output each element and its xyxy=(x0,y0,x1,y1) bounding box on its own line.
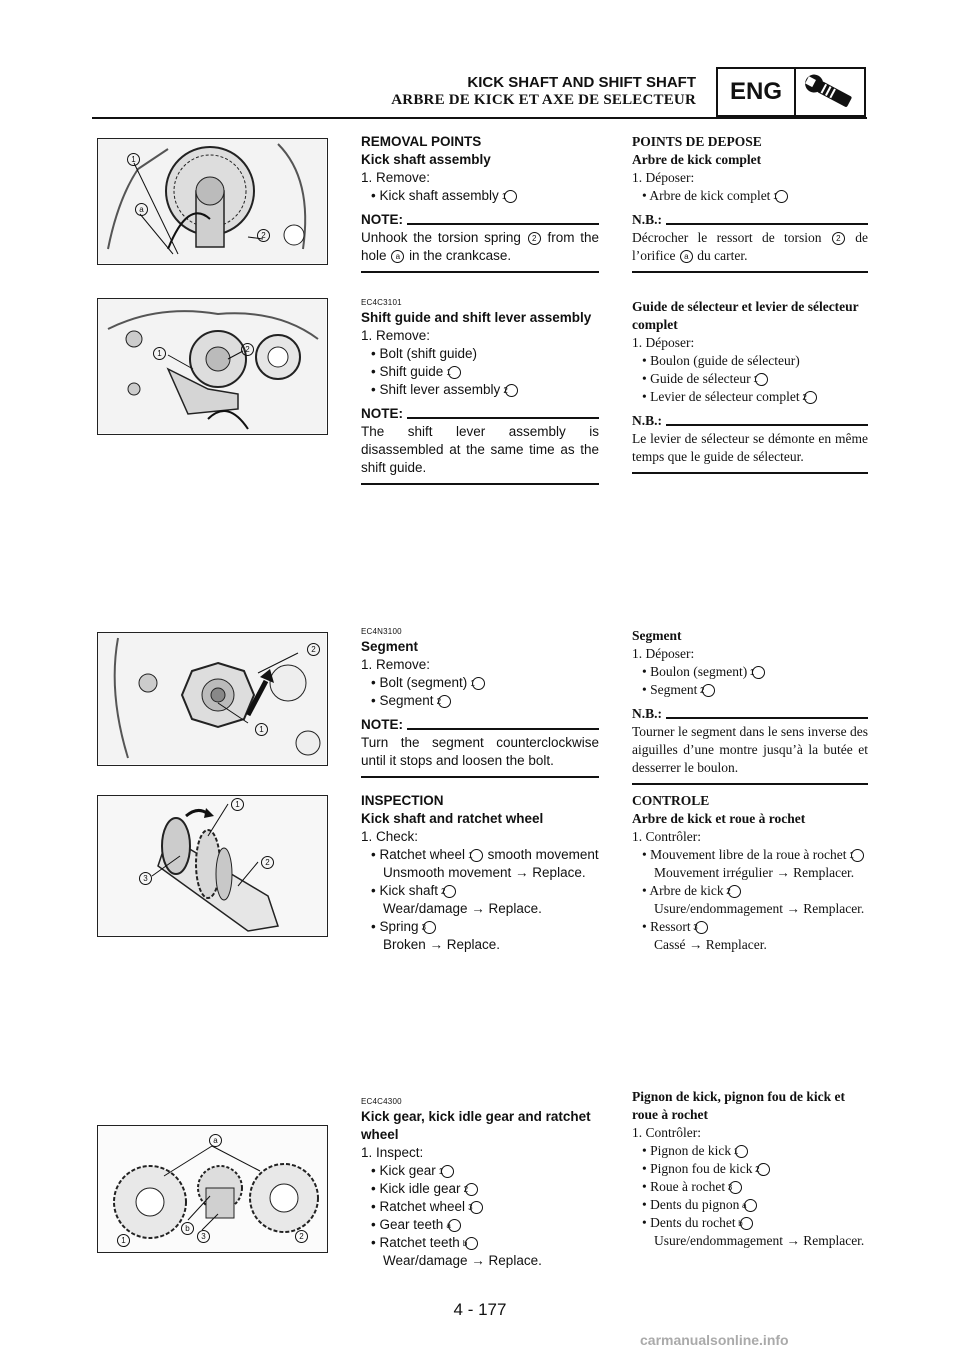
list-item: • Kick idle gear 2 xyxy=(361,1180,599,1198)
reference-code: EC4C4300 xyxy=(361,1097,402,1106)
callout-1: 1 xyxy=(231,798,244,811)
subsection-heading: Segment xyxy=(632,628,682,643)
step: 1. Déposer: xyxy=(632,170,695,185)
note-text: Unhook the torsion spring 2 from the hole a in the crankcase. xyxy=(361,230,599,263)
reference-code: EC4N3100 xyxy=(361,627,402,636)
callout-2: 2 xyxy=(295,1230,308,1243)
list-item: • Segment 2 xyxy=(632,681,868,699)
step: 1. Contrôler: xyxy=(632,829,701,844)
note-header: N.B.: xyxy=(632,412,868,430)
note-header: NOTE: xyxy=(361,716,599,734)
note-end-rule xyxy=(632,783,868,785)
section-removal-en xyxy=(361,133,599,273)
note-end-rule xyxy=(632,271,868,273)
list-item: • Roue à rochet 3 xyxy=(632,1178,868,1196)
list-item: • Dents du rochet b xyxy=(632,1214,868,1232)
list-item: • Ressort 3 xyxy=(632,918,868,936)
list-item: • Ratchet teeth b xyxy=(361,1234,599,1252)
list-item: • Ratchet wheel 1 smooth movement xyxy=(371,847,599,862)
list-item: • Shift guide 1 xyxy=(361,363,599,381)
reference-code: EC4C3101 xyxy=(361,298,402,307)
list-item: • Shift lever assembly 2 xyxy=(361,381,599,399)
callout-b: b xyxy=(181,1222,194,1235)
callout-3: 3 xyxy=(139,872,152,885)
section-removal-fr xyxy=(632,133,868,273)
callout-2: 2 xyxy=(241,343,254,356)
callout-1: 1 xyxy=(255,723,268,736)
subsection-heading: Guide de sélecteur et levier de sélecteur complet xyxy=(632,299,859,332)
list-item: • Mouvement libre de la roue à rochet 1 xyxy=(632,846,868,864)
note-header: N.B.: xyxy=(632,705,868,723)
section-inspection-fr xyxy=(632,792,868,954)
step: 1. Déposer: xyxy=(632,335,695,350)
subsection-heading: Arbre de kick complet xyxy=(632,152,762,167)
note-header: NOTE: xyxy=(361,405,599,423)
wrench-icon xyxy=(796,69,864,115)
note-text: Le levier de sélecteur se démonte en même temps que le guide de sélecteur. xyxy=(632,431,868,464)
section-kick-gears-en xyxy=(361,1097,599,1270)
list-item: • Kick shaft 2 xyxy=(361,882,599,900)
list-result: Cassé → Remplacer. xyxy=(654,937,767,952)
header-rule xyxy=(92,117,867,119)
step: 1. Remove: xyxy=(361,657,431,672)
section-badge xyxy=(716,67,866,117)
section-segment-fr xyxy=(632,627,868,785)
subsection-heading: Kick shaft assembly xyxy=(361,152,491,167)
list-item: • Spring 3 xyxy=(361,918,599,936)
note-text: Tourner le segment dans le sens inverse des aiguilles d’une montre jusqu’à la butée et desserrer le boulon. xyxy=(632,724,868,775)
figure-kick-shaft-inspection xyxy=(97,795,328,937)
subsection-heading: Shift guide and shift lever assembly xyxy=(361,310,592,325)
section-shift-guide-fr xyxy=(632,298,868,474)
figure-segment-removal xyxy=(97,632,328,766)
note-header: NOTE: xyxy=(361,211,599,229)
section-heading: CONTROLE xyxy=(632,793,710,808)
page-number: 4 - 177 xyxy=(453,1300,507,1319)
list-item: • Segment 2 xyxy=(361,692,599,710)
callout-2: 2 xyxy=(307,643,320,656)
subsection-heading: Segment xyxy=(361,639,419,654)
callout-a: a xyxy=(135,203,148,216)
step: 1. Remove: xyxy=(361,328,431,343)
list-item: • Arbre de kick complet 1 xyxy=(632,187,868,205)
section-heading: INSPECTION xyxy=(361,793,444,808)
list-item: • Levier de sélecteur complet 2 xyxy=(632,388,868,406)
callout-2: 2 xyxy=(257,229,270,242)
list-item: • Dents du pignon a xyxy=(632,1196,868,1214)
subsection-heading: Pignon de kick, pignon fou de kick et roue à rochet xyxy=(632,1089,846,1122)
note-text: Décrocher le ressort de torsion 2 de l’orifice a du carter. xyxy=(632,230,868,263)
callout-1: 1 xyxy=(127,153,140,166)
list-result: Unsmooth movement → Replace. xyxy=(383,865,586,880)
step: 1. Remove: xyxy=(361,170,431,185)
figure-kick-shaft-removal xyxy=(97,138,328,265)
note-header: N.B.: xyxy=(632,211,868,229)
section-kick-gears-fr xyxy=(632,1088,868,1250)
list-result: Usure/endommagement → Remplacer. xyxy=(654,1233,865,1248)
list-item: • Pignon de kick 1 xyxy=(632,1142,868,1160)
list-item: • Gear teeth a xyxy=(361,1216,599,1234)
list-item: • Ratchet wheel 3 xyxy=(361,1198,599,1216)
step: 1. Contrôler: xyxy=(632,1125,701,1140)
figure-kick-gears-inspection xyxy=(97,1125,328,1253)
list-item: • Kick shaft assembly 1 xyxy=(361,187,599,205)
list-result: Wear/damage → Replace. xyxy=(383,901,542,916)
subsection-heading: Kick shaft and ratchet wheel xyxy=(361,811,544,826)
callout-1: 1 xyxy=(153,347,166,360)
badge-label: ENG xyxy=(718,69,796,115)
figure-shift-guide-removal xyxy=(97,298,328,435)
list-item: • Pignon fou de kick 2 xyxy=(632,1160,868,1178)
step: 1. Déposer: xyxy=(632,646,695,661)
note-text: Turn the segment counterclockwise until it stops and loosen the bolt. xyxy=(361,735,599,768)
list-item: • Bolt (shift guide) xyxy=(371,346,478,361)
section-heading: REMOVAL POINTS xyxy=(361,134,482,149)
section-shift-guide-en xyxy=(361,298,599,485)
header-title-fr: ARBRE DE KICK ET AXE DE SELECTEUR xyxy=(391,92,696,108)
list-result: Broken → Replace. xyxy=(383,937,501,952)
note-end-rule xyxy=(361,776,599,778)
callout-a: a xyxy=(209,1134,222,1147)
section-segment-en xyxy=(361,627,599,778)
note-end-rule xyxy=(361,271,599,273)
list-result: Mouvement irrégulier → Remplacer. xyxy=(654,865,855,880)
header-title-en: KICK SHAFT AND SHIFT SHAFT xyxy=(467,74,696,91)
list-item: • Bolt (segment) 1 xyxy=(361,674,599,692)
list-item: • Guide de sélecteur 1 xyxy=(632,370,868,388)
list-result: Usure/endommagement → Remplacer. xyxy=(654,901,865,916)
step: 1. Check: xyxy=(361,829,419,844)
list-item: • Boulon (segment) 1 xyxy=(632,663,868,681)
list-item: • Boulon (guide de sélecteur) xyxy=(642,353,800,368)
watermark: carmanualsonline.info xyxy=(640,1332,789,1348)
callout-3: 3 xyxy=(197,1230,210,1243)
note-end-rule xyxy=(632,472,868,474)
section-heading: POINTS DE DEPOSE xyxy=(632,134,762,149)
section-inspection-en xyxy=(361,792,599,954)
list-result: Wear/damage → Replace. xyxy=(383,1253,542,1268)
note-text: The shift lever assembly is disassembled at the same time as the shift guide. xyxy=(361,424,599,475)
note-end-rule xyxy=(361,483,599,485)
callout-1: 1 xyxy=(117,1234,130,1247)
subsection-heading: Kick gear, kick idle gear and ratchet wheel xyxy=(361,1109,591,1142)
list-item: • Arbre de kick 2 xyxy=(632,882,868,900)
list-item: • Kick gear 1 xyxy=(361,1162,599,1180)
subsection-heading: Arbre de kick et roue à rochet xyxy=(632,811,806,826)
callout-2: 2 xyxy=(261,856,274,869)
step: 1. Inspect: xyxy=(361,1145,424,1160)
